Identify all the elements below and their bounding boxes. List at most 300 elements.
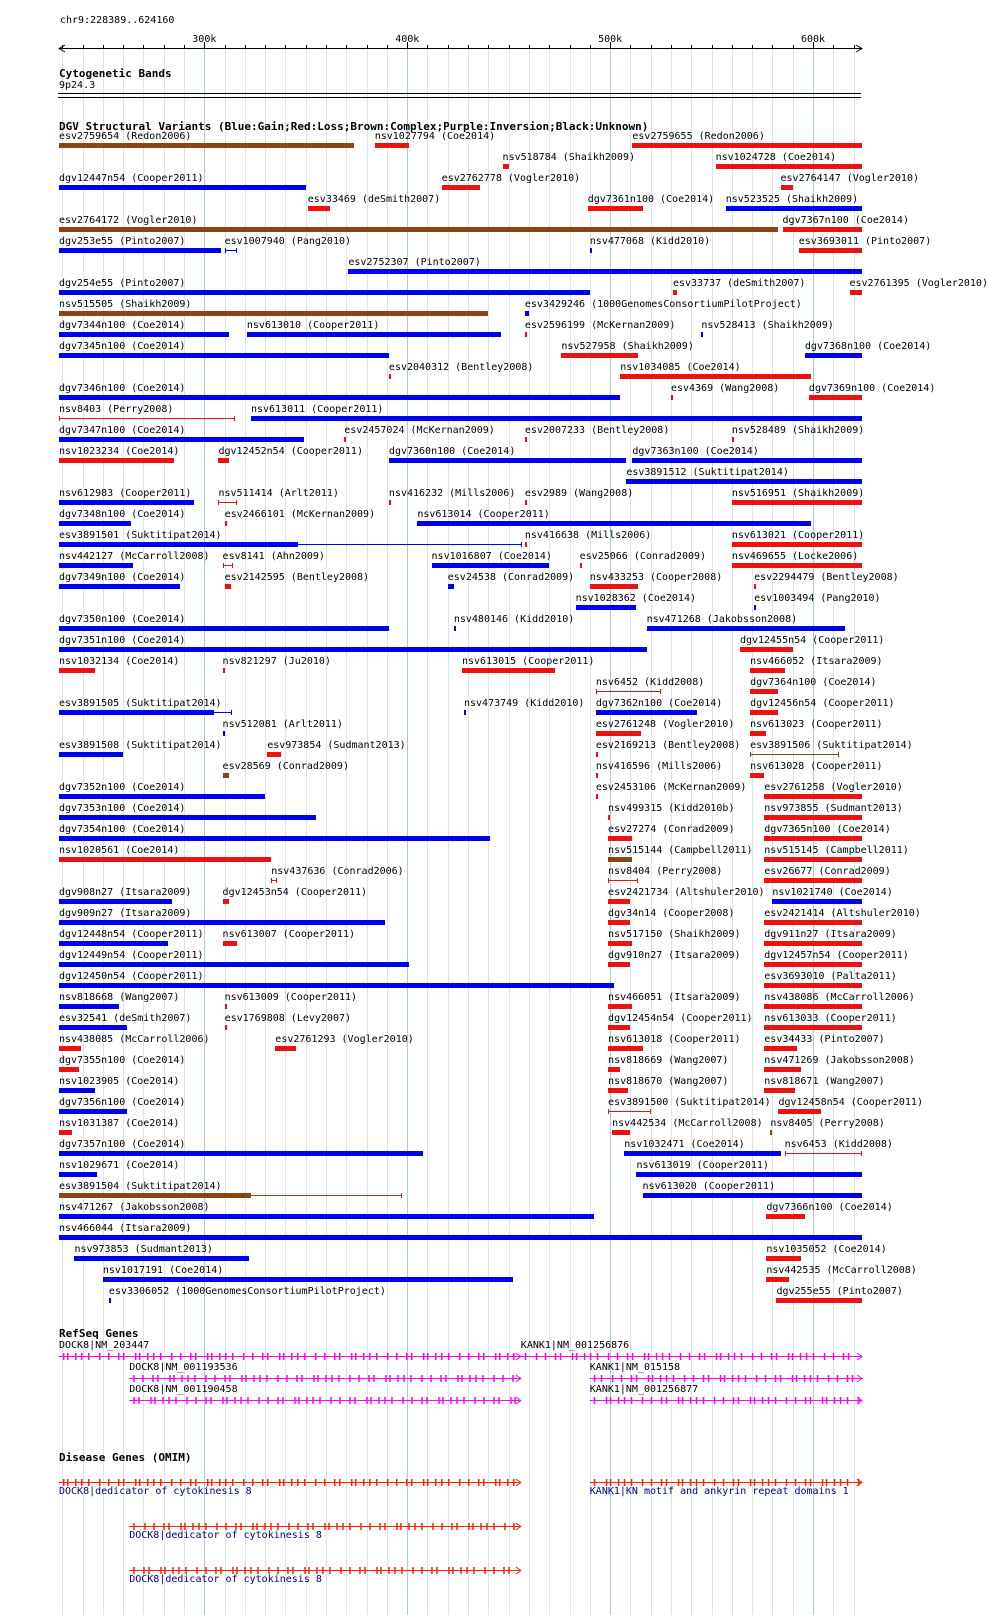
variant-label[interactable]: esv2761293 (Vogler2010) — [275, 1034, 414, 1045]
exon — [219, 1479, 221, 1486]
exon — [745, 1375, 747, 1382]
exon — [147, 1353, 149, 1360]
variant-label[interactable]: nsv613033 (Cooper2011) — [764, 1013, 897, 1024]
variant-label[interactable]: esv973854 (Sudmant2013) — [267, 740, 406, 751]
variant-label[interactable]: dgv7353n100 (Coe2014) — [59, 803, 186, 814]
variant-label[interactable]: esv2764172 (Vogler2010) — [59, 215, 198, 226]
exon — [474, 1397, 476, 1404]
exon — [168, 1397, 170, 1404]
variant-label[interactable]: dgv7362n100 (Coe2014) — [595, 698, 723, 709]
exon — [296, 1375, 298, 1382]
variant-label[interactable]: esv3891506 (Suktitipat2014) — [750, 740, 913, 751]
exon — [594, 1479, 596, 1486]
variant-label[interactable]: dgv12447n54 (Cooper2011) — [59, 173, 204, 184]
refseq-gene-glyph[interactable] — [59, 1353, 521, 1360]
variant-label[interactable]: nsv1035052 (Coe2014) — [766, 1244, 887, 1255]
exon — [435, 1479, 437, 1486]
refseq-gene-label[interactable]: KANK1|NM_015158 — [589, 1362, 681, 1373]
variant-label[interactable]: nsv528413 (Shaikh2009) — [701, 320, 834, 331]
exon — [720, 1353, 722, 1360]
variant-label[interactable]: nsv1029671 (Coe2014) — [59, 1160, 180, 1171]
variant-label[interactable]: esv3891500 (Suktitipat2014) — [608, 1097, 771, 1108]
variant-label[interactable]: dgv34n14 (Cooper2008) — [608, 908, 735, 919]
exon — [288, 1523, 290, 1530]
exon — [644, 1353, 646, 1360]
exon — [456, 1397, 458, 1404]
variant-label[interactable]: esv2759655 (Redon2006) — [632, 131, 765, 142]
variant-label[interactable]: nsv613011 (Cooper2011) — [250, 404, 384, 415]
exon — [236, 1567, 238, 1574]
exon — [703, 1397, 705, 1404]
exon — [99, 1479, 101, 1486]
exon — [669, 1353, 671, 1360]
exon — [63, 1353, 65, 1360]
exon — [257, 1567, 259, 1574]
exon — [379, 1523, 381, 1530]
variant-label[interactable]: nsv818669 (Wang2007) — [608, 1055, 729, 1066]
variant-label[interactable]: nsv433253 (Cooper2008) — [589, 572, 723, 583]
exon — [339, 1479, 341, 1486]
variant-label[interactable]: nsv613028 (Cooper2011) — [750, 761, 883, 772]
exon — [792, 1375, 794, 1382]
variant-label[interactable]: nsv511414 (Arlt2011) — [218, 488, 339, 499]
variant-label[interactable]: nsv613018 (Cooper2011) — [608, 1034, 741, 1045]
variant-label[interactable]: nsv1034085 (Coe2014) — [620, 362, 741, 373]
variant-label[interactable]: esv33469 (deSmith2007) — [307, 194, 441, 205]
exon — [795, 1479, 797, 1486]
variant-label[interactable]: dgv7364n100 (Coe2014) — [750, 677, 877, 688]
exon — [714, 1397, 716, 1404]
exon — [594, 1375, 596, 1382]
variant-label[interactable]: nsv528489 (Shaikh2009) — [731, 425, 865, 436]
exon — [768, 1479, 770, 1486]
exon — [355, 1479, 357, 1486]
exon — [852, 1375, 854, 1382]
variant-label[interactable]: nsv613009 (Cooper2011) — [224, 992, 358, 1003]
exon — [220, 1567, 222, 1574]
exon — [185, 1567, 187, 1574]
exon — [834, 1479, 836, 1486]
variant-label[interactable]: nsv613015 (Cooper2011) — [461, 656, 595, 667]
refseq-gene-label[interactable]: DOCK8|NM_001190458 — [129, 1384, 238, 1395]
variant-label[interactable]: esv3891505 (Suktitipat2014) — [59, 698, 222, 709]
exon — [301, 1375, 303, 1382]
variant-label[interactable]: nsv442127 (McCarroll2008) — [59, 551, 210, 562]
exon — [160, 1567, 162, 1574]
variant-label[interactable]: nsv466051 (Itsara2009) — [608, 992, 741, 1003]
exon — [631, 1397, 633, 1404]
variant-label[interactable]: nsv442535 (McCarroll2008) — [766, 1265, 917, 1276]
variant-label[interactable]: nsv523525 (Shaikh2009) — [725, 194, 859, 205]
variant-label[interactable]: nsv612983 (Cooper2011) — [59, 488, 192, 499]
variant-label[interactable]: nsv469655 (Locke2006) — [731, 551, 859, 562]
variant-label[interactable]: nsv1023905 (Coe2014) — [59, 1076, 180, 1087]
variant-label[interactable]: esv2421414 (Altshuler2010) — [764, 908, 921, 919]
variant-label[interactable]: dgv7345n100 (Coe2014) — [59, 341, 186, 352]
exon — [775, 1397, 777, 1404]
variant-label[interactable]: esv3891501 (Suktitipat2014) — [59, 530, 222, 541]
exon — [277, 1567, 279, 1574]
variant-label[interactable]: nsv442534 (McCarroll2008) — [612, 1118, 763, 1129]
variant-label[interactable]: nsv516951 (Shaikh2009) — [731, 488, 865, 499]
exon — [408, 1523, 410, 1530]
variant-label[interactable]: nsv821297 (Ju2010) — [222, 656, 331, 667]
variant-label[interactable]: nsv477068 (Kidd2010) — [589, 236, 711, 247]
variant-label[interactable]: esv24538 (Conrad2009) — [447, 572, 575, 583]
variant-label[interactable]: dgv7352n100 (Coe2014) — [59, 782, 186, 793]
exon — [606, 1397, 608, 1404]
exon — [267, 1353, 269, 1360]
variant-label[interactable]: esv27274 (Conrad2009) — [608, 824, 735, 835]
variant-label[interactable]: dgv911n27 (Itsara2009) — [764, 929, 897, 940]
exon — [495, 1353, 497, 1360]
exon — [514, 1397, 516, 1404]
variant-label[interactable]: esv2142595 (Bentley2008) — [224, 572, 370, 583]
exon — [435, 1353, 437, 1360]
exon — [507, 1479, 509, 1486]
refseq-gene-glyph[interactable] — [129, 1375, 521, 1382]
exon — [243, 1479, 245, 1486]
variant-label[interactable]: nsv416232 (Mills2006) — [388, 488, 516, 499]
exon — [423, 1479, 425, 1486]
variant-label[interactable]: esv2752307 (Pinto2007) — [348, 257, 481, 268]
exon — [786, 1397, 788, 1404]
omim-gene-label[interactable]: DOCK8|dedicator of cytokinesis 8 — [129, 1574, 322, 1585]
exon — [207, 1479, 209, 1486]
variant-label[interactable]: esv26677 (Conrad2009) — [764, 866, 891, 877]
exon — [618, 1479, 620, 1486]
exon — [805, 1479, 807, 1486]
exon — [704, 1353, 706, 1360]
variant-label[interactable]: esv8141 (Ahn2009) — [222, 551, 325, 562]
variant-label[interactable]: esv2466101 (McKernan2009) — [224, 509, 376, 520]
variant-label[interactable]: nsv613010 (Cooper2011) — [246, 320, 380, 331]
variant-label[interactable]: nsv8403 (Perry2008) — [59, 404, 174, 415]
exon — [618, 1397, 620, 1404]
refseq-gene-glyph[interactable] — [521, 1353, 862, 1360]
variant-label[interactable]: esv3891508 (Suktitipat2014) — [59, 740, 222, 751]
variant-label[interactable]: esv2989 (Wang2008) — [524, 488, 634, 499]
variant-label[interactable]: nsv471268 (Jakobsson2008) — [646, 614, 798, 625]
exon — [198, 1523, 200, 1530]
variant-label[interactable]: dgv910n27 (Itsara2009) — [608, 950, 741, 961]
cytoband-label: 9p24.3 — [59, 80, 96, 91]
exon — [624, 1479, 626, 1486]
exon — [463, 1397, 465, 1404]
exon — [775, 1479, 777, 1486]
variant-label[interactable]: dgv12448n54 (Cooper2011) — [59, 929, 204, 940]
exon — [270, 1523, 272, 1530]
exon — [482, 1375, 484, 1382]
variant-label[interactable]: dgv7360n100 (Coe2014) — [388, 446, 516, 457]
refseq-gene-glyph[interactable] — [590, 1397, 862, 1404]
variant-label[interactable]: nsv6452 (Kidd2008) — [595, 677, 705, 688]
exon — [441, 1479, 443, 1486]
exon — [826, 1397, 828, 1404]
variant-label[interactable]: esv2457024 (McKernan2009) — [344, 425, 495, 436]
exon — [507, 1353, 509, 1360]
exon — [684, 1375, 686, 1382]
variant-label[interactable]: nsv518784 (Shaikh2009) — [502, 152, 635, 163]
variant-label[interactable]: dgv12450n54 (Cooper2011) — [59, 971, 204, 982]
exon — [662, 1353, 664, 1360]
variant-label[interactable]: dgv7355n100 (Coe2014) — [59, 1055, 186, 1066]
variant-label[interactable]: esv32541 (deSmith2007) — [59, 1013, 192, 1024]
refseq-track-title: RefSeq Genes — [59, 1327, 139, 1340]
omim-gene-glyph[interactable] — [590, 1479, 862, 1486]
variant-label[interactable]: nsv1027794 (Coe2014) — [374, 131, 496, 142]
variant-label[interactable]: nsv499315 (Kidd2010b) — [608, 803, 735, 814]
exon — [513, 1479, 515, 1486]
variant-label[interactable]: nsv480146 (Kidd2010) — [453, 614, 575, 625]
variant-label[interactable]: dgv255e55 (Pinto2007) — [776, 1286, 903, 1297]
variant-label[interactable]: nsv6453 (Kidd2008) — [784, 1139, 893, 1150]
variant-label[interactable]: nsv466044 (Itsara2009) — [59, 1223, 192, 1234]
omim-gene-glyph[interactable] — [59, 1479, 521, 1486]
exon — [627, 1353, 629, 1360]
variant-label[interactable]: nsv437636 (Conrad2006) — [271, 866, 404, 877]
exon — [292, 1567, 294, 1574]
refseq-gene-label[interactable]: DOCK8|NM_203447 — [59, 1340, 150, 1351]
variant-label[interactable]: dgv12454n54 (Cooper2011) — [608, 1013, 753, 1024]
variant-label[interactable]: nsv1028362 (Coe2014) — [575, 593, 696, 604]
variant-label[interactable]: nsv613020 (Cooper2011) — [642, 1181, 775, 1192]
refseq-gene-glyph[interactable] — [129, 1397, 521, 1404]
variant-label[interactable]: nsv512081 (Arlt2011) — [222, 719, 343, 730]
exon — [358, 1375, 360, 1382]
exon — [734, 1353, 736, 1360]
variant-label[interactable]: esv28569 (Conrad2009) — [222, 761, 349, 772]
exon — [267, 1479, 269, 1486]
variant-label[interactable]: esv1007940 (Pang2010) — [224, 236, 352, 247]
variant-label[interactable]: nsv438085 (McCarroll2006) — [59, 1034, 210, 1045]
exon — [847, 1375, 849, 1382]
exon — [403, 1375, 405, 1382]
variant-label[interactable]: nsv1032134 (Coe2014) — [59, 656, 180, 667]
variant-label[interactable]: nsv471267 (Jakobsson2008) — [59, 1202, 210, 1213]
variant-label[interactable]: nsv517150 (Shaikh2009) — [608, 929, 741, 940]
variant-label[interactable]: dgv7368n100 (Coe2014) — [804, 341, 932, 352]
variant-label[interactable]: dgv7349n100 (Coe2014) — [59, 572, 186, 583]
variant-label[interactable]: dgv7348n100 (Coe2014) — [59, 509, 186, 520]
variant-label[interactable]: esv2764147 (Vogler2010) — [780, 173, 919, 184]
exon — [298, 1397, 300, 1404]
exon — [279, 1479, 281, 1486]
refseq-gene-label[interactable]: DOCK8|NM_001193536 — [129, 1362, 238, 1373]
variant-label[interactable]: dgv12458n54 (Cooper2011) — [778, 1097, 923, 1108]
exon — [738, 1397, 740, 1404]
variant-label[interactable]: esv2759654 (Redon2006) — [59, 131, 192, 142]
variant-label[interactable]: esv2169213 (Bentley2008) — [595, 740, 741, 751]
variant-label[interactable]: dgv7357n100 (Coe2014) — [59, 1139, 186, 1150]
variant-label[interactable]: esv3891504 (Suktitipat2014) — [59, 1181, 222, 1192]
exon — [279, 1353, 281, 1360]
exon — [133, 1375, 135, 1382]
exon — [525, 1353, 527, 1360]
exon — [108, 1479, 110, 1486]
variant-label[interactable]: dgv7366n100 (Coe2014) — [766, 1202, 893, 1213]
exon — [411, 1353, 413, 1360]
exon — [661, 1479, 663, 1486]
variant-label[interactable]: esv1769808 (Levy2007) — [224, 1013, 352, 1024]
variant-label[interactable]: dgv7361n100 (Coe2014) — [587, 194, 715, 205]
variant-label[interactable]: dgv7369n100 (Coe2014) — [808, 383, 936, 394]
variant-label[interactable]: esv2294479 (Bentley2008) — [754, 572, 899, 583]
exon — [253, 1375, 255, 1382]
exon — [378, 1397, 380, 1404]
variant-label[interactable]: esv2761395 (Vogler2010) — [849, 278, 988, 289]
exon — [157, 1375, 159, 1382]
variant-label[interactable]: dgv253e55 (Pinto2007) — [59, 236, 186, 247]
variant-label[interactable]: nsv8404 (Perry2008) — [608, 866, 723, 877]
exon — [169, 1375, 171, 1382]
variant-label[interactable]: dgv12456n54 (Cooper2011) — [750, 698, 895, 709]
exon — [205, 1397, 207, 1404]
exon — [355, 1353, 357, 1360]
exon — [445, 1375, 447, 1382]
variant-label[interactable]: nsv473749 (Kidd2010) — [464, 698, 585, 709]
variant-label[interactable]: dgv7347n100 (Coe2014) — [59, 425, 186, 436]
variant-label[interactable]: dgv7367n100 (Coe2014) — [782, 215, 909, 226]
variant-label[interactable]: esv4369 (Wang2008) — [670, 383, 780, 394]
exon — [636, 1375, 638, 1382]
exon — [834, 1397, 836, 1404]
variant-label[interactable]: esv3693011 (Pinto2007) — [798, 236, 932, 247]
variant-label[interactable]: dgv7365n100 (Coe2014) — [764, 824, 891, 835]
variant-label[interactable]: dgv7350n100 (Coe2014) — [59, 614, 186, 625]
exon — [247, 1397, 249, 1404]
exon — [833, 1353, 835, 1360]
variant-label[interactable]: esv2596199 (McKernan2009) — [524, 320, 676, 331]
exon — [175, 1397, 177, 1404]
variant-label[interactable]: nsv613021 (Cooper2011) — [731, 530, 865, 541]
omim-gene-glyph[interactable] — [129, 1567, 521, 1574]
variant-label[interactable]: dgv908n27 (Itsara2009) — [59, 887, 192, 898]
exon — [259, 1375, 261, 1382]
exon — [703, 1375, 705, 1382]
variant-label[interactable]: dgv909n27 (Itsara2009) — [59, 908, 192, 919]
variant-label[interactable]: esv33737 (deSmith2007) — [672, 278, 806, 289]
exon — [317, 1375, 319, 1382]
exon — [240, 1397, 242, 1404]
exon — [135, 1353, 137, 1360]
variant-label[interactable]: dgv7363n100 (Coe2014) — [632, 446, 759, 457]
exon — [754, 1397, 756, 1404]
variant-label[interactable]: nsv613014 (Cooper2011) — [417, 509, 550, 520]
exon — [733, 1397, 735, 1404]
exon — [192, 1523, 194, 1530]
exon — [421, 1375, 423, 1382]
variant-label[interactable]: esv3693010 (Palta2011) — [764, 971, 897, 982]
variant-label[interactable]: esv2007233 (Bentley2008) — [524, 425, 670, 436]
variant-label[interactable]: nsv973855 (Sudmant2013) — [764, 803, 903, 814]
variant-label[interactable]: nsv613007 (Cooper2011) — [222, 929, 355, 940]
variant-label[interactable]: dgv7354n100 (Coe2014) — [59, 824, 186, 835]
variant-label[interactable]: nsv818671 (Wang2007) — [764, 1076, 885, 1087]
variant-label[interactable]: esv2762778 (Vogler2010) — [441, 173, 581, 184]
variant-label[interactable]: esv2761248 (Vogler2010) — [595, 719, 735, 730]
variant-label[interactable]: nsv438086 (McCarroll2006) — [764, 992, 915, 1003]
variant-label[interactable]: nsv1021740 (Coe2014) — [772, 887, 893, 898]
exon — [135, 1479, 137, 1486]
variant-label[interactable]: nsv466052 (Itsara2009) — [750, 656, 883, 667]
variant-label[interactable]: dgv7346n100 (Coe2014) — [59, 383, 186, 394]
refseq-gene-label[interactable]: KANK1|NM_001256877 — [589, 1384, 699, 1395]
variant-label[interactable]: esv34433 (Pinto2007) — [764, 1034, 885, 1045]
exon — [754, 1479, 756, 1486]
variant-label[interactable]: nsv1017191 (Coe2014) — [102, 1265, 224, 1276]
variant-label[interactable]: nsv1020561 (Coe2014) — [59, 845, 180, 856]
variant-label[interactable]: nsv818670 (Wang2007) — [608, 1076, 729, 1087]
variant-label[interactable]: nsv515144 (Campbell2011) — [608, 845, 753, 856]
exon — [660, 1375, 662, 1382]
variant-label[interactable]: nsv515505 (Shaikh2009) — [59, 299, 192, 310]
variant-label[interactable]: nsv1024728 (Coe2014) — [715, 152, 836, 163]
exon — [510, 1397, 512, 1404]
variant-label[interactable]: nsv1016807 (Coe2014) — [431, 551, 552, 562]
variant-label[interactable]: dgv12457n54 (Cooper2011) — [764, 950, 909, 961]
variant-label[interactable]: esv2040312 (Bentley2008) — [388, 362, 534, 373]
omim-gene-label[interactable]: DOCK8|dedicator of cytokinesis 8 — [59, 1486, 252, 1497]
variant-label[interactable]: nsv613023 (Cooper2011) — [750, 719, 883, 730]
variant-label[interactable]: nsv613019 (Cooper2011) — [636, 1160, 769, 1171]
exon — [342, 1523, 344, 1530]
variant-label[interactable]: nsv973853 (Sudmant2013) — [74, 1244, 213, 1255]
refseq-gene-glyph[interactable] — [590, 1375, 862, 1382]
exon — [210, 1397, 212, 1404]
exon — [329, 1567, 331, 1574]
refseq-gene-label[interactable]: KANK1|NM_001256876 — [520, 1340, 630, 1351]
genomic-location: chr9:228389..624160 — [60, 15, 175, 26]
variant-label[interactable]: nsv515145 (Campbell2011) — [764, 845, 909, 856]
variant-label[interactable]: nsv1032471 (Coe2014) — [624, 1139, 745, 1150]
exon — [143, 1567, 145, 1574]
variant-label[interactable]: nsv416638 (Mills2006) — [524, 530, 652, 541]
variant-label[interactable]: esv3429246 (1000GenomesConsortiumPilotProject) — [524, 299, 802, 310]
variant-label[interactable]: esv3306052 (1000GenomesConsortiumPilotProject) — [108, 1286, 386, 1297]
variant-label[interactable]: nsv8405 (Perry2008) — [770, 1118, 885, 1129]
variant-label[interactable]: nsv527958 (Shaikh2009) — [561, 341, 694, 352]
variant-label[interactable]: nsv416596 (Mills2006) — [595, 761, 723, 772]
variant-label[interactable]: dgv12452n54 (Cooper2011) — [218, 446, 363, 457]
variant-label[interactable]: dgv12449n54 (Cooper2011) — [59, 950, 204, 961]
variant-label[interactable]: dgv7356n100 (Coe2014) — [59, 1097, 186, 1108]
variant-label[interactable]: dgv12455n54 (Cooper2011) — [739, 635, 885, 646]
omim-gene-label[interactable]: KANK1|KN motif and ankyrin repeat domains 1 — [589, 1486, 849, 1497]
variant-label[interactable]: nsv471269 (Jakobsson2008) — [764, 1055, 915, 1066]
variant-label[interactable]: dgv254e55 (Pinto2007) — [59, 278, 186, 289]
variant-label[interactable]: esv2421734 (Altshuler2010) — [608, 887, 765, 898]
omim-gene-glyph[interactable] — [129, 1523, 521, 1530]
variant-label[interactable]: dgv12453n54 (Cooper2011) — [222, 887, 368, 898]
variant-label[interactable]: esv2761258 (Vogler2010) — [764, 782, 903, 793]
variant-label[interactable]: nsv1023234 (Coe2014) — [59, 446, 180, 457]
exon — [153, 1479, 155, 1486]
variant-label[interactable]: esv25066 (Conrad2009) — [579, 551, 707, 562]
variant-label[interactable]: esv3891512 (Suktitipat2014) — [626, 467, 789, 478]
exon — [250, 1567, 252, 1574]
exon — [211, 1479, 213, 1486]
variant-label[interactable]: esv2453106 (McKernan2009) — [595, 782, 747, 793]
omim-gene-label[interactable]: DOCK8|dedicator of cytokinesis 8 — [129, 1530, 322, 1541]
exon — [806, 1353, 808, 1360]
variant-label[interactable]: nsv1031387 (Coe2014) — [59, 1118, 180, 1129]
variant-label[interactable]: dgv7344n100 (Coe2014) — [59, 320, 186, 331]
variant-label[interactable]: esv1003494 (Pang2010) — [754, 593, 881, 604]
variant-label[interactable]: dgv7351n100 (Coe2014) — [59, 635, 186, 646]
variant-label[interactable]: nsv818668 (Wang2007) — [59, 992, 180, 1003]
exon — [610, 1397, 612, 1404]
